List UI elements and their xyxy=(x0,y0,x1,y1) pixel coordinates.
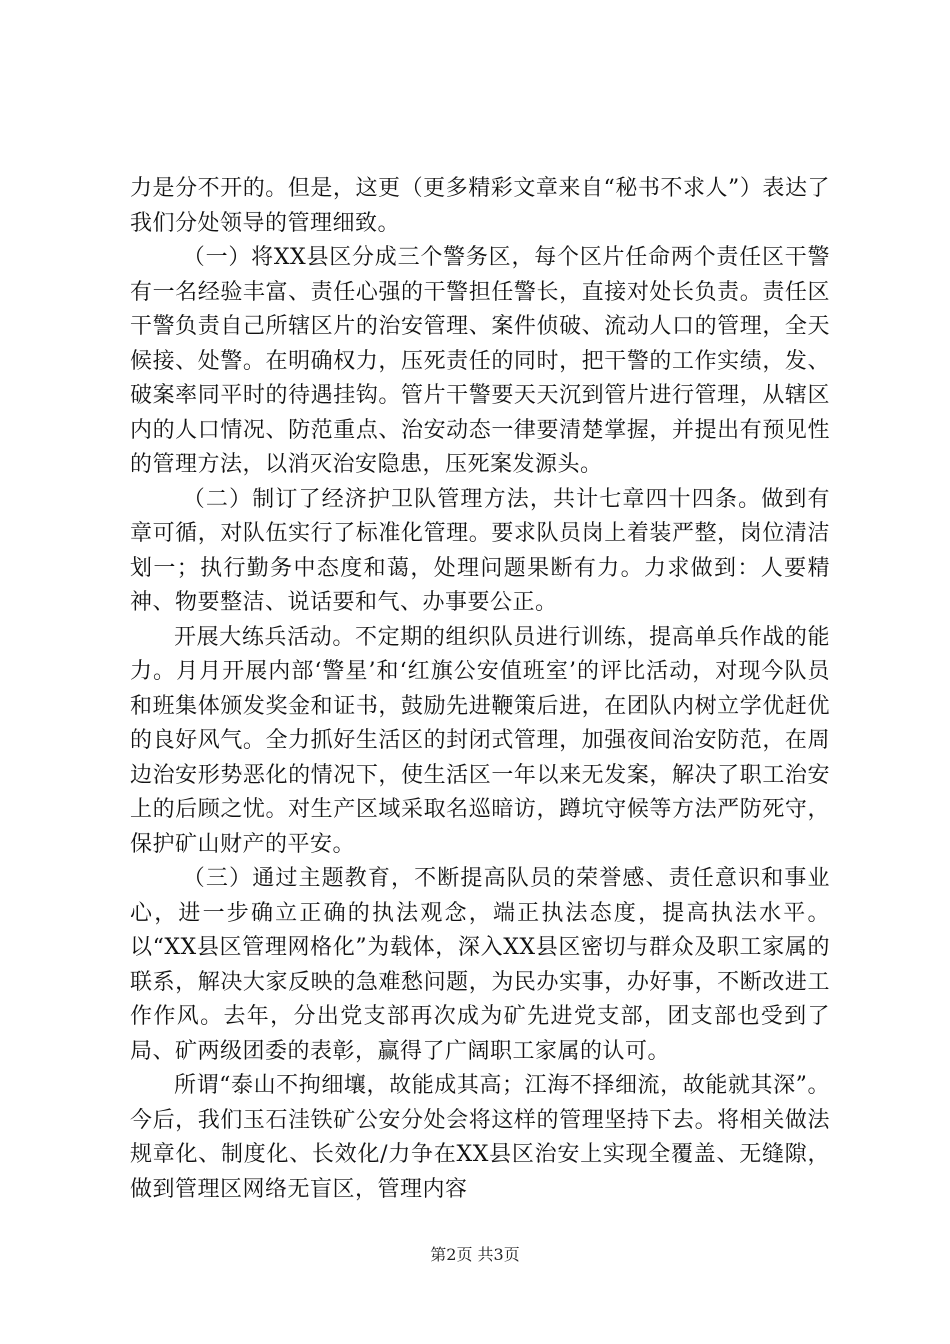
paragraph-conclusion: 所谓“泰山不拘细壤，故能成其高；江海不择细流，故能就其深”。今后，我们玉石洼铁矿公安分处会将这样的管理坚持下去。将相关做法规章化、制度化、长效化/力争在XX县区治安上实现全覆盖、无缝隙，做到管理区网络无盲区，管理内容 xyxy=(130,1073,830,1202)
paragraph-continuation: 力是分不开的。但是，这更（更多精彩文章来自“秘书不求人”）表达了我们分处领导的管理细致。 xyxy=(130,176,830,236)
paragraph-section-two: （二）制订了经济护卫队管理方法，共计七章四十四条。做到有章可循，对队伍实行了标准化管理。要求队员岗上着装严整，岗位清洁划一；执行勤务中态度和蔼，处理问题果断有力。力求做到：人要精神、物要整洁、说话要和气、办事要公正。 xyxy=(130,486,830,615)
document-body xyxy=(130,172,830,1207)
paragraph-section-one: （一）将XX县区分成三个警务区，每个区片任命两个责任区干警有一名经验丰富、责任心强的干警担任警长，直接对处长负责。责任区干警负责自己所辖区片的治安管理、案件侦破、流动人口的管理，全天候接、处警。在明确权力，压死责任的同时，把干警的工作实绩，发、破案率同平时的待遇挂钩。管片干警要天天沉到管片进行管理，从辖区内的人口情况、防范重点、治安动态一律要清楚掌握，并提出有预见性的管理方法，以消灭治安隐患，压死案发源头。 xyxy=(130,245,830,477)
paragraph-training: 开展大练兵活动。不定期的组织队员进行训练，提高单兵作战的能力。月月开展内部‘警星’和‘红旗公安值班室’的评比活动，对现今队员和班集体颁发奖金和证书，鼓励先进鞭策后进，在团队内树立学优赶优的良好风气。全力抓好生活区的封闭式管理，加强夜间治安防范，在周边治安形势恶化的情况下，使生活区一年以来无发案，解决了职工治安上的后顾之忧。对生产区域采取名巡暗访，蹲坑守候等方法严防死守，保护矿山财产的平安。 xyxy=(130,624,830,857)
paragraph-section-three: （三）通过主题教育，不断提高队员的荣誉感、责任意识和事业心，进一步确立正确的执法观念，端正执法态度，提高执法水平。以“XX县区管理网格化”为载体，深入XX县区密切与群众及职工家属的联系，解决大家反映的急难愁问题，为民办实事，办好事，不断改进工作作风。去年，分出党支部再次成为矿先进党支部，团支部也受到了局、矿两级团委的表彰，赢得了广阔职工家属的认可。 xyxy=(130,866,830,1064)
page-footer: 第2页 共3页 xyxy=(430,1245,520,1264)
